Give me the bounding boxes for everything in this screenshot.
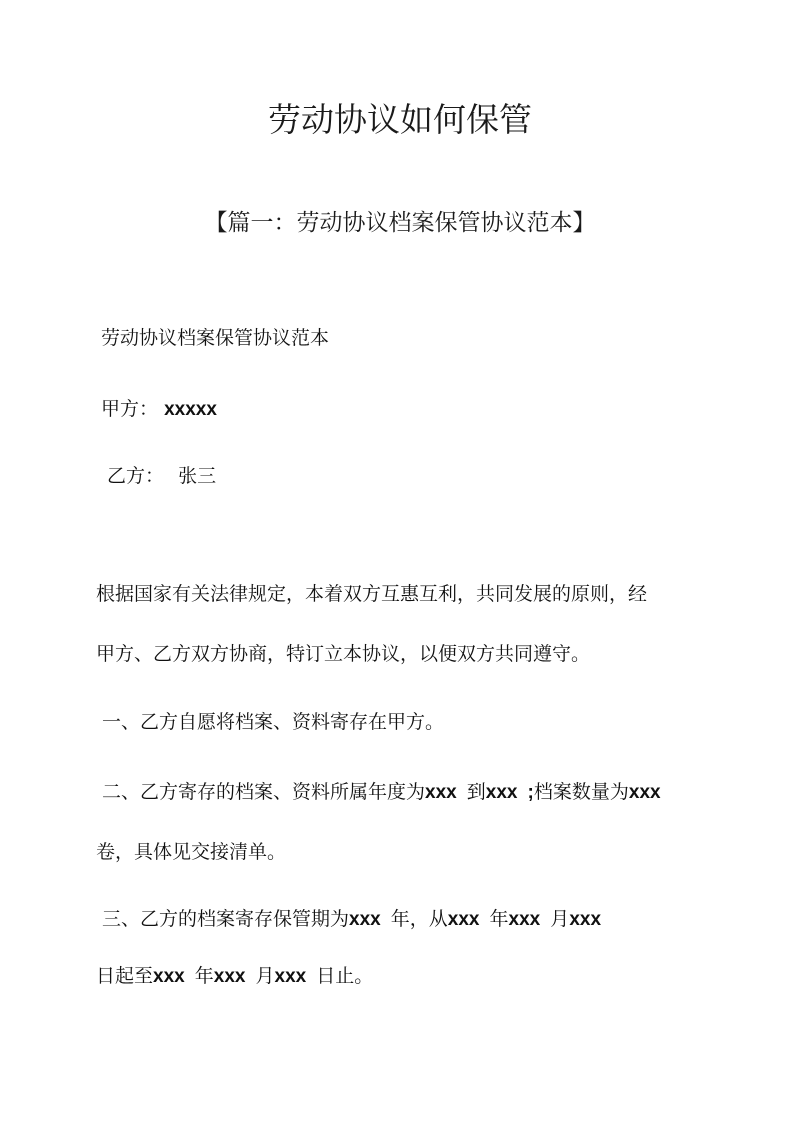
clause-2-text-3: 档案数量为 <box>533 781 629 803</box>
clause-3-end-day: xxx <box>274 966 307 987</box>
clause-2-line-1 <box>102 783 661 802</box>
clause-2-text-2: 到 <box>466 781 486 803</box>
clause-3-text-4: 月 <box>550 908 570 930</box>
clause-1: 一、乙方自愿将档案、资料寄存在甲方。 <box>102 711 445 733</box>
agreement-heading: 劳动协议档案保管协议范本 <box>101 327 330 349</box>
clause-3-end-year: xxx <box>153 966 185 987</box>
clause-2-text-1: 二、乙方寄存的档案、资料所属年度为 <box>102 781 426 803</box>
clause-2-year-from: xxx <box>425 782 457 803</box>
document-subtitle: 【篇一：劳动协议档案保管协议范本】 <box>204 210 596 236</box>
clause-3-text-6: 年 <box>194 965 214 987</box>
clause-3-text-5: 日起至 <box>96 965 154 987</box>
clause-3-start-month: xxx <box>508 909 541 930</box>
party-b-label: 乙方： <box>107 465 165 487</box>
clause-3-start-year: xxx <box>447 909 480 930</box>
party-a-value: xxxxx <box>164 399 217 420</box>
party-a-line <box>101 400 217 419</box>
clause-3-text-7: 月 <box>255 965 275 987</box>
clause-3-period: xxx <box>349 909 381 930</box>
clause-3-end-month: xxx <box>213 966 246 987</box>
clause-3-line-2 <box>96 967 373 986</box>
party-b-line <box>107 467 216 486</box>
clause-3-text-2: 年，从 <box>390 908 448 930</box>
clause-2-semicolon: ; <box>527 782 534 803</box>
party-b-value: 张三 <box>178 465 217 487</box>
intro-line-2: 甲方、乙方双方协商，特订立本协议，以便双方共同遵守。 <box>96 643 591 665</box>
document-title: 劳动协议如何保管 <box>268 100 532 139</box>
clause-3-line-1 <box>102 910 601 929</box>
clause-2-quantity: xxx <box>628 782 661 803</box>
clause-3-text-1: 三、乙方的档案寄存保管期为 <box>102 908 350 930</box>
party-a-label: 甲方： <box>101 398 159 420</box>
clause-2-year-to: xxx <box>485 782 518 803</box>
clause-3-text-8: 日止。 <box>316 965 374 987</box>
clause-3-text-3: 年 <box>489 908 509 930</box>
intro-line-1: 根据国家有关法律规定，本着双方互惠互利，共同发展的原则，经 <box>96 583 648 605</box>
clause-3-start-day: xxx <box>569 909 602 930</box>
clause-2-line-2: 卷，具体见交接清单。 <box>96 841 287 863</box>
